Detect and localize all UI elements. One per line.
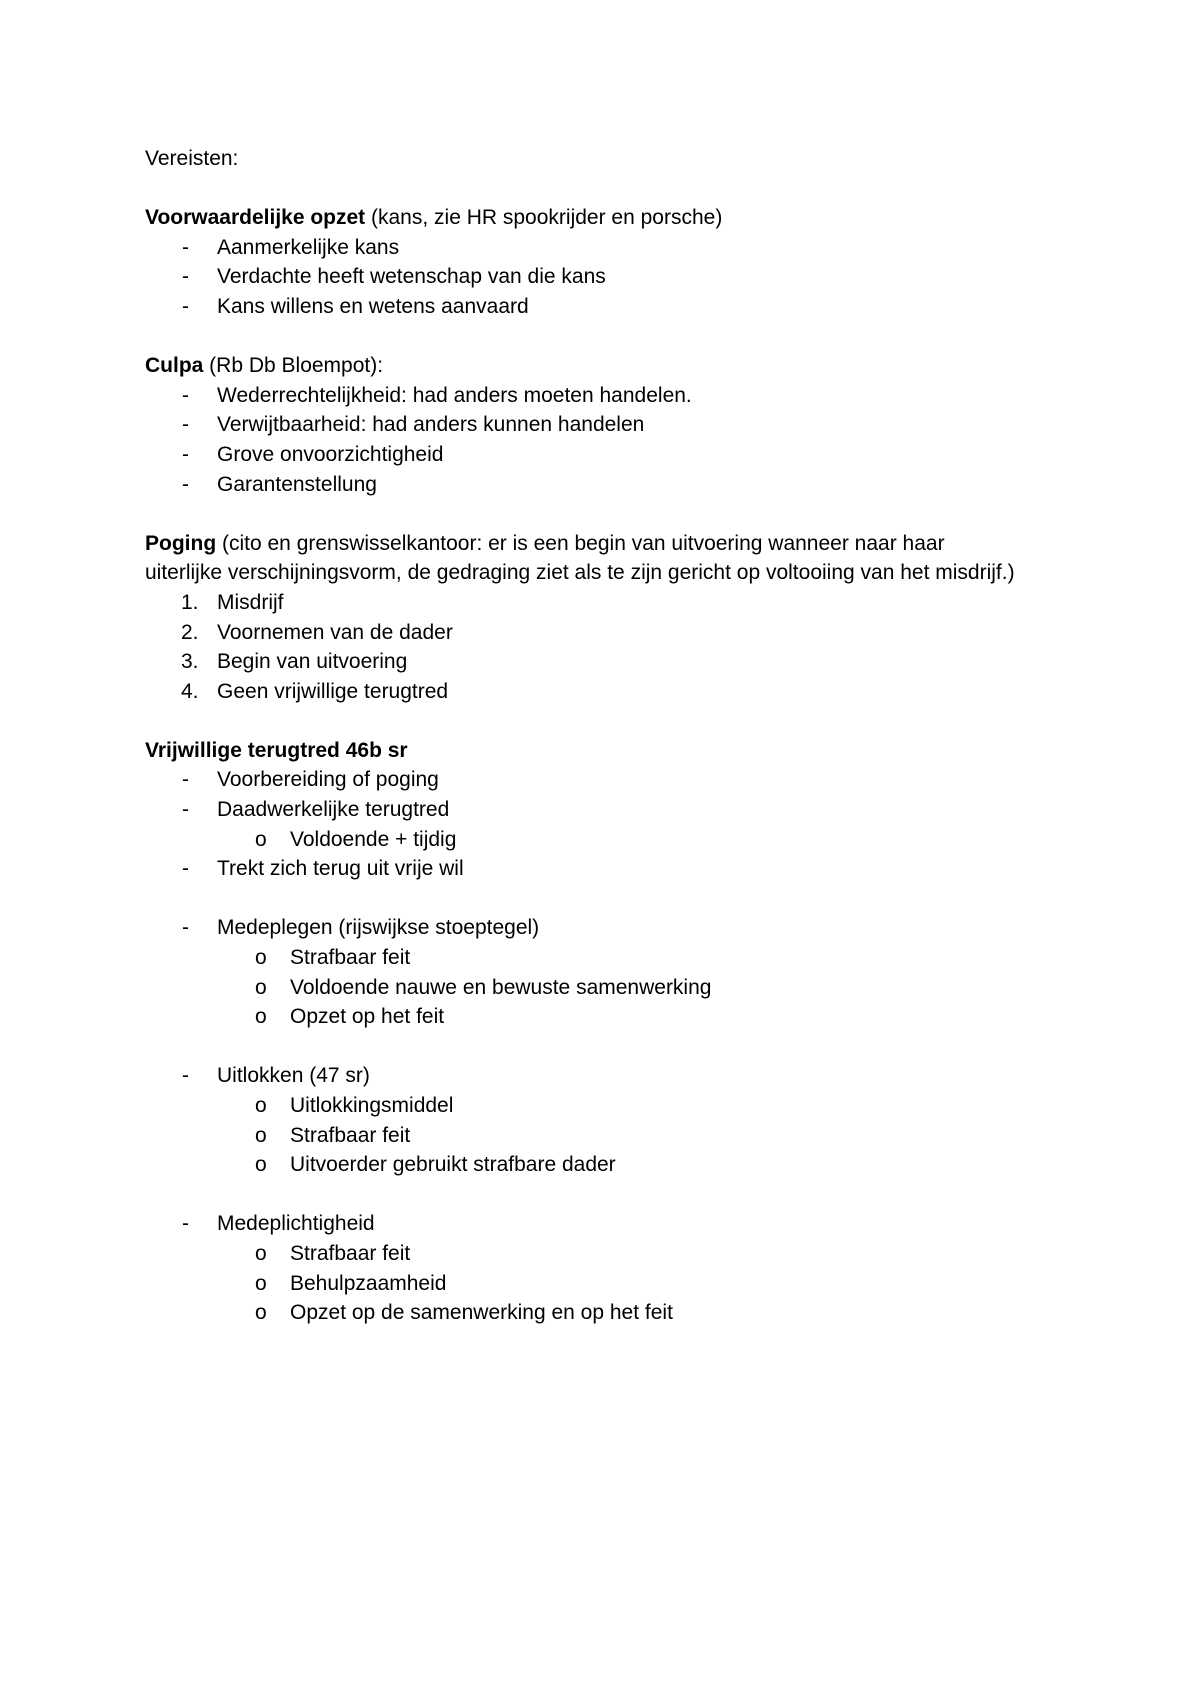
intro-line: Vereisten: [145,147,239,170]
dash-marker: - [182,472,189,496]
heading-note: (Rb Db Bloempot): [203,354,384,378]
dash-marker: - [182,413,189,437]
circle-marker: o [255,1005,267,1029]
heading-title: Culpa [145,354,204,378]
circle-marker: o [255,1123,267,1147]
numbered-item: 3. Begin van uitvoering [145,647,1025,677]
dash-marker: - [182,916,189,940]
sub-item: o Strafbaar feit [145,943,1025,973]
section-heading-poging [145,529,1025,588]
dash-marker: - [182,798,189,822]
number-marker: 1. [181,590,199,614]
section-heading-terugtred: Vrijwillige terugtred 46b sr [145,738,408,762]
numbered-item: 4. Geen vrijwillige terugtred [145,677,1025,707]
circle-marker: o [255,827,267,851]
dash-marker: - [182,1212,189,1236]
heading-note: (kans, zie HR spookrijder en porsche) [365,206,723,230]
number-marker: 2. [181,620,199,644]
list-item-medeplichtigheid: - Medeplichtigheid [145,1209,1025,1239]
circle-marker: o [255,1301,267,1325]
numbered-item: 1. Misdrijf [145,588,1025,618]
sub-item: o Strafbaar feit [145,1121,1025,1151]
sub-item: o Voldoende + tijdig [145,825,1025,855]
heading-note: (cito en grenswisselkantoor: er is een begin van uitvoering wanneer naar haar uiterlijke verschijningsvorm, de gedraging ziet als te zijn gericht op voltooiing van het misdrijf.) [145,531,1015,585]
sub-item: o Behulpzaamheid [145,1269,1025,1299]
numbered-item: 2. Voornemen van de dader [145,618,1025,648]
list-item: - Wederrechtelijkheid: had anders moeten handelen. [145,381,1025,411]
document-body [145,144,1025,1328]
section-heading-voorwaardelijke [145,203,1025,233]
list-item-uitlokken: - Uitlokken (47 sr) [145,1061,1025,1091]
list-item: - Grove onvoorzichtigheid [145,440,1025,470]
list-item: - Trekt zich terug uit vrije wil [145,854,1025,884]
sub-item: o Uitvoerder gebruikt strafbare dader [145,1150,1025,1180]
sub-item: o Opzet op het feit [145,1002,1025,1032]
circle-marker: o [255,1094,267,1117]
list-item: - Aanmerkelijke kans [145,233,1025,263]
sub-item: o Opzet op de samenwerking en op het feit [145,1298,1025,1328]
circle-marker: o [255,1271,267,1295]
circle-marker: o [255,1153,267,1177]
list-item-medeplegen: - Medeplegen (rijswijkse stoeptegel) [145,913,1025,943]
list-item: - Voorbereiding of poging [145,765,1025,795]
circle-marker: o [255,975,267,999]
dash-marker: - [182,857,189,881]
sub-item: o Uitlokkingsmiddel [145,1091,1025,1121]
section-heading-culpa [145,351,1025,381]
circle-marker: o [255,946,267,970]
dash-marker: - [182,442,189,466]
heading-title: Poging [145,531,217,555]
list-item: - Verwijtbaarheid: had anders kunnen handelen [145,410,1025,440]
list-item: - Verdachte heeft wetenschap van die kans [145,262,1025,292]
list-item: - Daadwerkelijke terugtred [145,795,1025,825]
number-marker: 3. [181,650,199,674]
heading-title: Voorwaardelijke opzet [145,206,366,230]
dash-marker: - [182,294,189,318]
dash-marker: - [182,1064,189,1088]
dash-marker: - [182,768,189,792]
number-marker: 4. [181,679,199,703]
list-item: - Garantenstellung [145,470,1025,500]
dash-marker: - [182,235,189,259]
dash-marker: - [182,265,189,289]
sub-item: o Voldoende nauwe en bewuste samenwerking [145,973,1025,1003]
list-item: - Kans willens en wetens aanvaard [145,292,1025,322]
sub-item: o Strafbaar feit [145,1239,1025,1269]
circle-marker: o [255,1241,267,1265]
dash-marker: - [182,383,189,407]
